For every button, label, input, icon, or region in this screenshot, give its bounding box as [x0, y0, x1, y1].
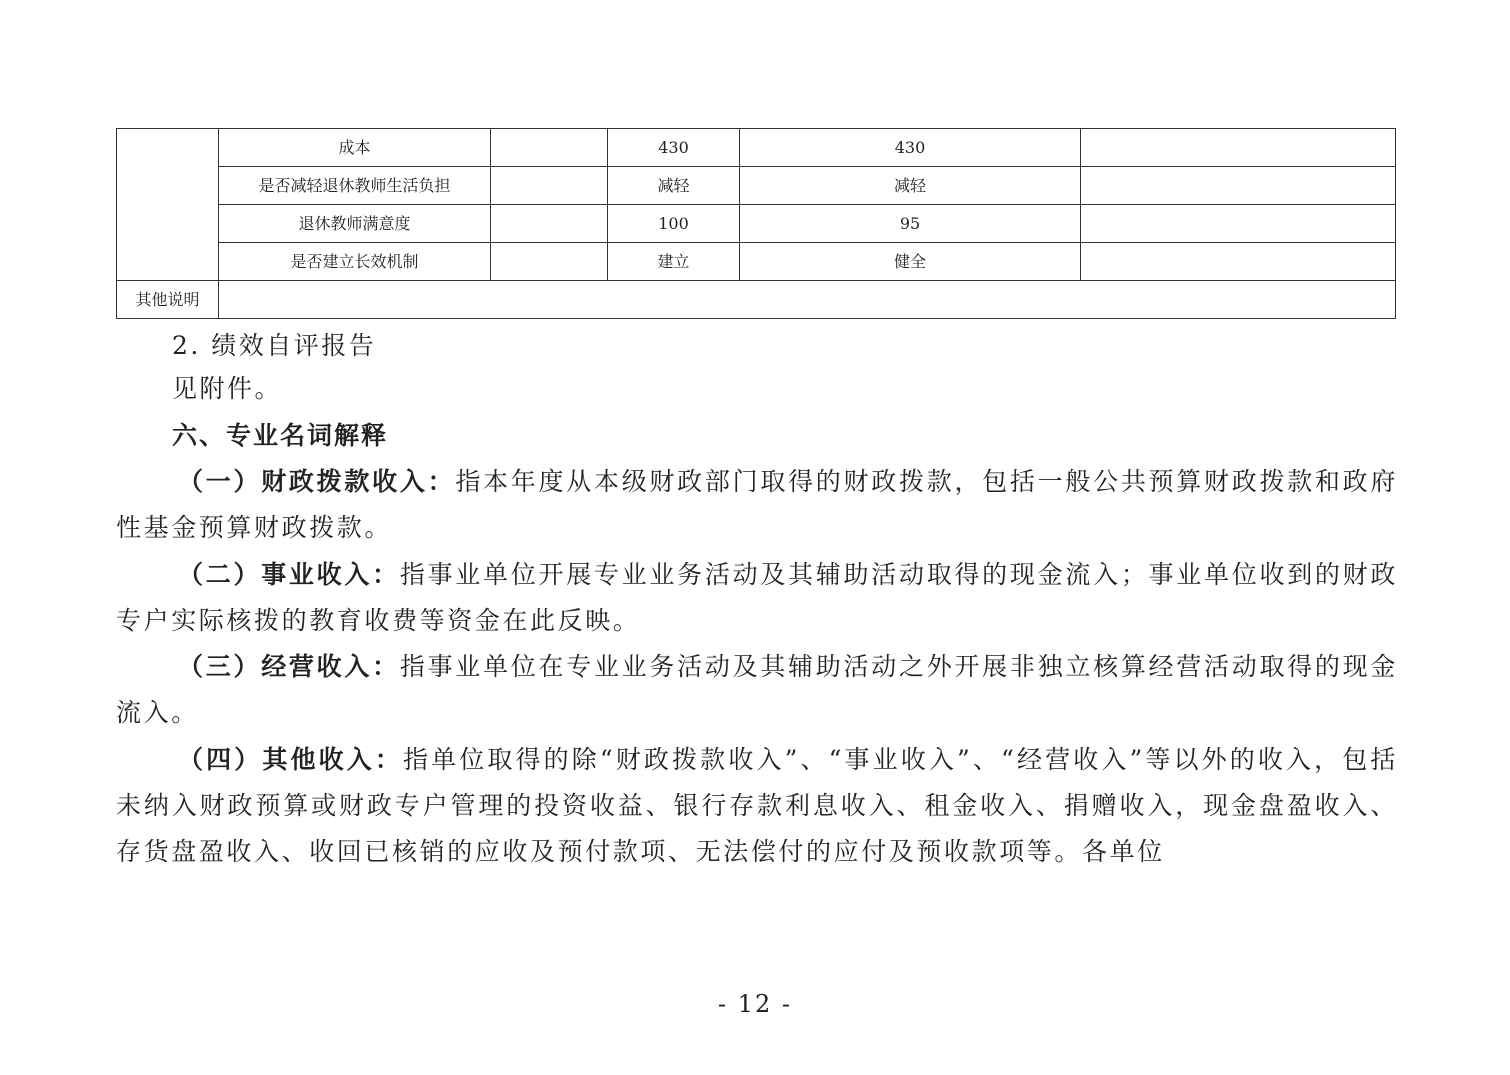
definition-term: （二）事业收入： — [178, 560, 400, 589]
page-number: - 12 - — [717, 990, 792, 1018]
table-cell-blank — [491, 243, 608, 281]
definition-term: （四）其他收入： — [178, 745, 404, 774]
definition-text: 指事业单位在专业业务活动及其辅助活动之外开展非独立核算经营活动取得的现金流入。 — [116, 652, 1398, 727]
table-cell-actual: 健全 — [740, 243, 1081, 281]
definition-text: 指单位取得的除“财政拨款收入”、“事业收入”、“经营收入”等以外的收入，包括未纳入财政预算或财政专户管理的投资收益、银行存款利息收入、租金收入、捐赠收入，现金盘盈收入、存货盘盈收入、收回已核销的应收及预付款项、无法偿付的应付及预收款项等。各单位 — [116, 745, 1398, 866]
table-cell-other-label: 其他说明 — [117, 281, 219, 319]
table-cell-indicator: 成本 — [219, 129, 491, 167]
section-six-heading: 六、专业名词解释 — [172, 421, 389, 450]
report-body: 见附件。 — [172, 374, 283, 403]
table-row — [117, 243, 1396, 281]
table-cell-note — [1081, 243, 1396, 281]
table-cell-note — [1081, 129, 1396, 167]
table-cell-target: 100 — [608, 205, 740, 243]
definition-text: 指本年度从本级财政部门取得的财政拨款，包括一般公共预算财政拨款和政府性基金预算财政拨款。 — [116, 467, 1398, 542]
table-row — [117, 167, 1396, 205]
table-cell-note — [1081, 167, 1396, 205]
table-cell-blank — [491, 129, 608, 167]
definition-term: （三）经营收入： — [178, 652, 400, 681]
table-row — [117, 205, 1396, 243]
table-cell-target: 430 — [608, 129, 740, 167]
definition-paragraph-4 — [116, 737, 1398, 875]
table-cell-indicator: 是否减轻退休教师生活负担 — [219, 167, 491, 205]
table-cell-target: 建立 — [608, 243, 740, 281]
definition-paragraph-2 — [116, 552, 1398, 644]
table-cell-target: 减轻 — [608, 167, 740, 205]
report-title: 2. 绩效自评报告 — [172, 331, 377, 360]
table-cell-blank — [491, 205, 608, 243]
table-cell-other-value — [219, 281, 1396, 319]
table-cell-blank — [491, 167, 608, 205]
performance-table — [116, 128, 1396, 319]
table-cell-merged-category — [117, 129, 219, 281]
definition-paragraph-1 — [116, 459, 1398, 551]
definition-paragraph-3 — [116, 644, 1398, 736]
table-cell-indicator: 退休教师满意度 — [219, 205, 491, 243]
table-cell-actual: 95 — [740, 205, 1081, 243]
table-cell-note — [1081, 205, 1396, 243]
definition-text: 指事业单位开展专业业务活动及其辅助活动取得的现金流入；事业单位收到的财政专户实际核拨的教育收费等资金在此反映。 — [116, 560, 1398, 635]
table-row — [117, 129, 1396, 167]
table-cell-actual: 减轻 — [740, 167, 1081, 205]
table-row-other — [117, 281, 1396, 319]
table-cell-indicator: 是否建立长效机制 — [219, 243, 491, 281]
table-cell-actual: 430 — [740, 129, 1081, 167]
definition-term: （一）财政拨款收入： — [178, 467, 456, 496]
